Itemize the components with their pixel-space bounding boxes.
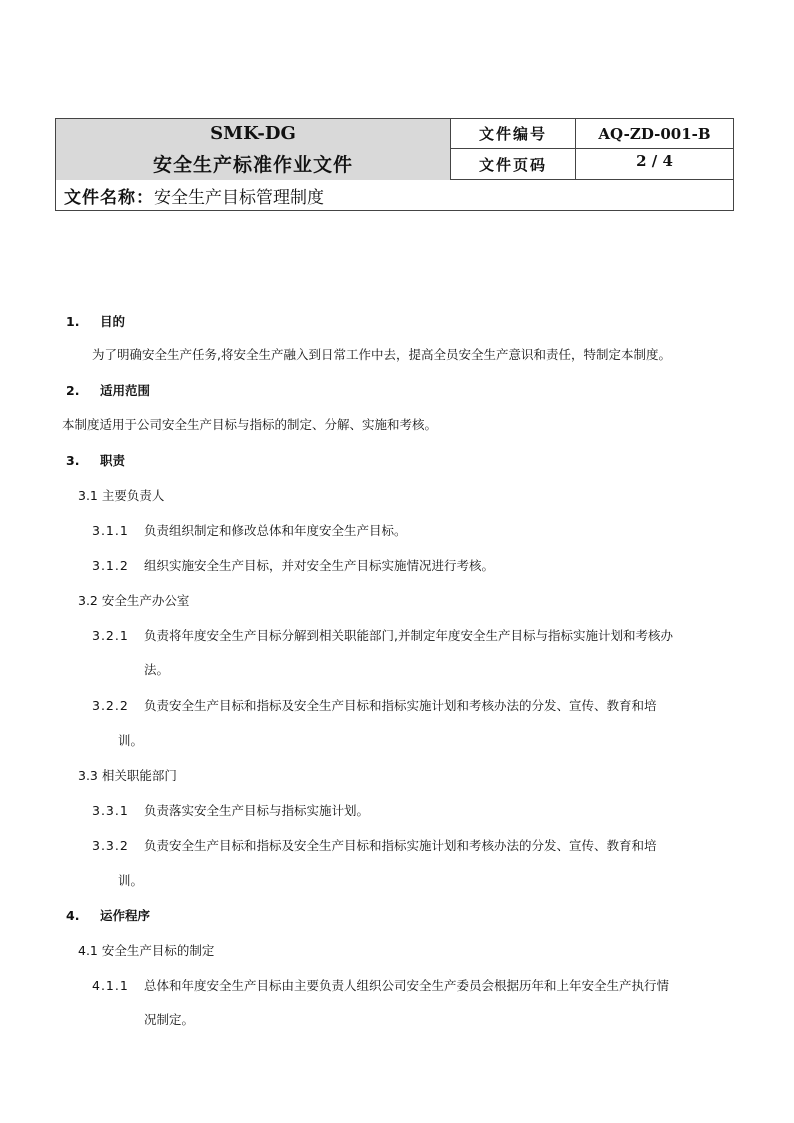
document-name-value: 安全生产目标管理制度	[154, 187, 324, 208]
section-number: 1.	[66, 314, 80, 329]
section-heading	[66, 381, 150, 399]
section-title: 适用范围	[100, 383, 151, 398]
list-item	[92, 836, 657, 854]
item-text: 负责将年度安全生产目标分解到相关职能部门,并制定年度安全生产目标与指标实施计划和考核办	[144, 628, 673, 643]
list-item	[92, 626, 673, 644]
list-item	[92, 801, 369, 819]
section-number: 4.	[66, 908, 80, 923]
section-heading	[66, 451, 125, 469]
paragraph: 本制度适用于公司安全生产目标与指标的制定、分解、实施和考核。	[62, 417, 438, 432]
subsection-heading: 3.2 安全生产办公室	[78, 593, 190, 608]
list-item	[92, 976, 669, 994]
document-name-label: 文件名称：	[64, 187, 154, 208]
section-number: 2.	[66, 383, 80, 398]
item-continuation: 训。	[118, 873, 144, 888]
list-item	[92, 556, 494, 574]
section-heading	[66, 906, 150, 924]
document-type: 安全生产标准作业文件	[152, 154, 353, 176]
item-number: 3.2.1	[92, 628, 129, 643]
section-title: 运作程序	[100, 908, 151, 923]
subsection-heading: 3.1 主要负责人	[78, 488, 165, 503]
item-text: 负责安全生产目标和指标及安全生产目标和指标实施计划和考核办法的分发、宣传、教育和培	[144, 838, 657, 853]
item-number: 3.1.1	[92, 523, 129, 538]
list-item	[92, 521, 407, 539]
item-text: 总体和年度安全生产目标由主要负责人组织公司安全生产委员会根据历年和上年安全生产执行情	[144, 978, 670, 993]
subsection-heading: 4.1 安全生产目标的制定	[78, 943, 215, 958]
section-title: 职责	[100, 453, 126, 468]
doc-number-value: AQ-ZD-001-B	[576, 119, 733, 149]
item-text: 组织实施安全生产目标，并对安全生产目标实施情况进行考核。	[144, 558, 495, 573]
list-item	[92, 696, 657, 714]
page-number-value: 2 / 4	[576, 149, 733, 180]
item-continuation: 况制定。	[144, 1012, 195, 1027]
section-heading	[66, 312, 125, 330]
item-text: 负责安全生产目标和指标及安全生产目标和指标实施计划和考核办法的分发、宣传、教育和培	[144, 698, 657, 713]
item-number: 3.3.2	[92, 838, 129, 853]
item-text: 负责组织制定和修改总体和年度安全生产目标。	[144, 523, 407, 538]
item-number: 3.2.2	[92, 698, 129, 713]
company-code: SMK-DG	[210, 123, 296, 144]
section-number: 3.	[66, 453, 80, 468]
header-title-block	[56, 119, 451, 180]
item-continuation: 训。	[118, 733, 144, 748]
item-number: 3.1.2	[92, 558, 129, 573]
paragraph: 为了明确安全生产任务,将安全生产融入到日常工作中去，提高全员安全生产意识和责任，特制定本制度。	[92, 347, 671, 362]
doc-number-label: 文件编号	[451, 119, 576, 149]
item-number: 4.1.1	[92, 978, 129, 993]
page-number-label: 文件页码	[451, 149, 576, 180]
item-continuation: 法。	[144, 662, 170, 677]
section-title: 目的	[100, 314, 126, 329]
document-name-row	[56, 180, 733, 210]
item-text: 负责落实安全生产目标与指标实施计划。	[144, 803, 370, 818]
item-number: 3.3.1	[92, 803, 129, 818]
subsection-heading: 3.3 相关职能部门	[78, 768, 177, 783]
document-header-table	[55, 118, 734, 211]
